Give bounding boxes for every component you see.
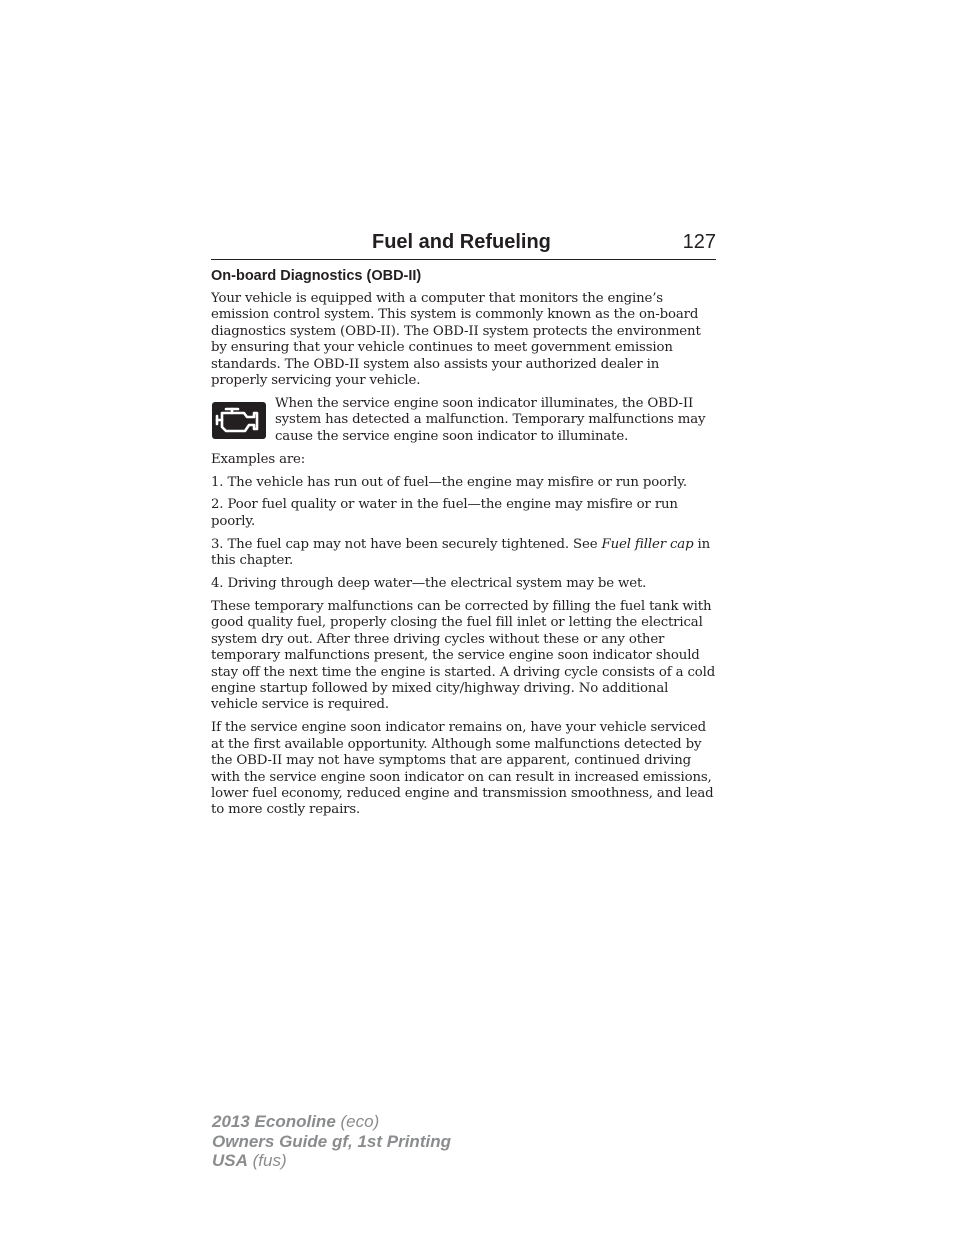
footer-model: 2013 Econoline: [212, 1112, 336, 1131]
intro-paragraph: Your vehicle is equipped with a computer that monitors the engine’s emission control system. This system is commonly known as the on-board diagnostics system (OBD-II). The OBD-II system protects the environment by ensuring that your vehicle continues to meet government emission standards. The OBD-II system also assists your authorized dealer in properly servicing your vehicle.: [211, 291, 701, 389]
page-header: [211, 229, 716, 260]
list-item: 2. Poor fuel quality or water in the fuel—the engine may misfire or run poorly.: [211, 497, 678, 529]
list-item: [211, 537, 716, 570]
footer-guide: Owners Guide gf, 1st Printing: [212, 1131, 451, 1151]
footer-model-code: (eco): [340, 1112, 380, 1131]
indicator-block: [211, 396, 716, 445]
service-engine-soon-icon: [212, 402, 266, 439]
list-item: 4. Driving through deep water—the electrical system may be wet.: [211, 576, 647, 592]
indicator-remains-on-paragraph: If the service engine soon indicator remains on, have your vehicle serviced at the first available opportunity. Although some malfunctions detected by the OBD-II may not have symptoms that are apparent, continued driving with the service engine soon indicator on can result in increased emissions, lower fuel economy, reduced engine and transmission smoothness, and lead to more costly repairs.: [211, 720, 714, 818]
footer-guide-line: [212, 1132, 451, 1152]
item3-suffix: in this chapter.: [211, 536, 711, 569]
page-footer: [212, 1112, 451, 1171]
temporary-malfunctions-paragraph: These temporary malfunctions can be corrected by filling the fuel tank with good quality fuel, properly closing the fuel fill inlet or letting the electrical system dry out. After three driving cycles without these or any other temporary malfunctions present, the service engine soon indicator should stay off the next time the engine is started. A driving cycle consists of a cold engine startup followed by mixed city/highway driving. No additional vehicle service is required.: [211, 599, 716, 713]
examples-label: Examples are:: [211, 451, 306, 467]
list-item: 1. The vehicle has run out of fuel—the engine may misfire or run poorly.: [211, 474, 687, 490]
fuel-filler-cap-reference: Fuel filler cap: [601, 536, 694, 552]
footer-model-line: [212, 1112, 451, 1132]
body-text: [211, 291, 716, 825]
subheading: On-board Diagnostics (OBD-II): [211, 268, 422, 284]
section-title: Fuel and Refueling: [372, 231, 551, 253]
item3-prefix: 3. The fuel cap may not have been securely tightened. See: [211, 536, 602, 552]
footer-market: USA: [212, 1151, 248, 1170]
footer-market-code: (fus): [252, 1151, 287, 1170]
indicator-paragraph: When the service engine soon indicator illuminates, the OBD-II system has detected a malfunction. Temporary malfunctions may cause the service engine soon indicator to illuminate.: [275, 395, 706, 444]
footer-market-line: [212, 1151, 451, 1171]
page-number: 127: [682, 231, 716, 253]
